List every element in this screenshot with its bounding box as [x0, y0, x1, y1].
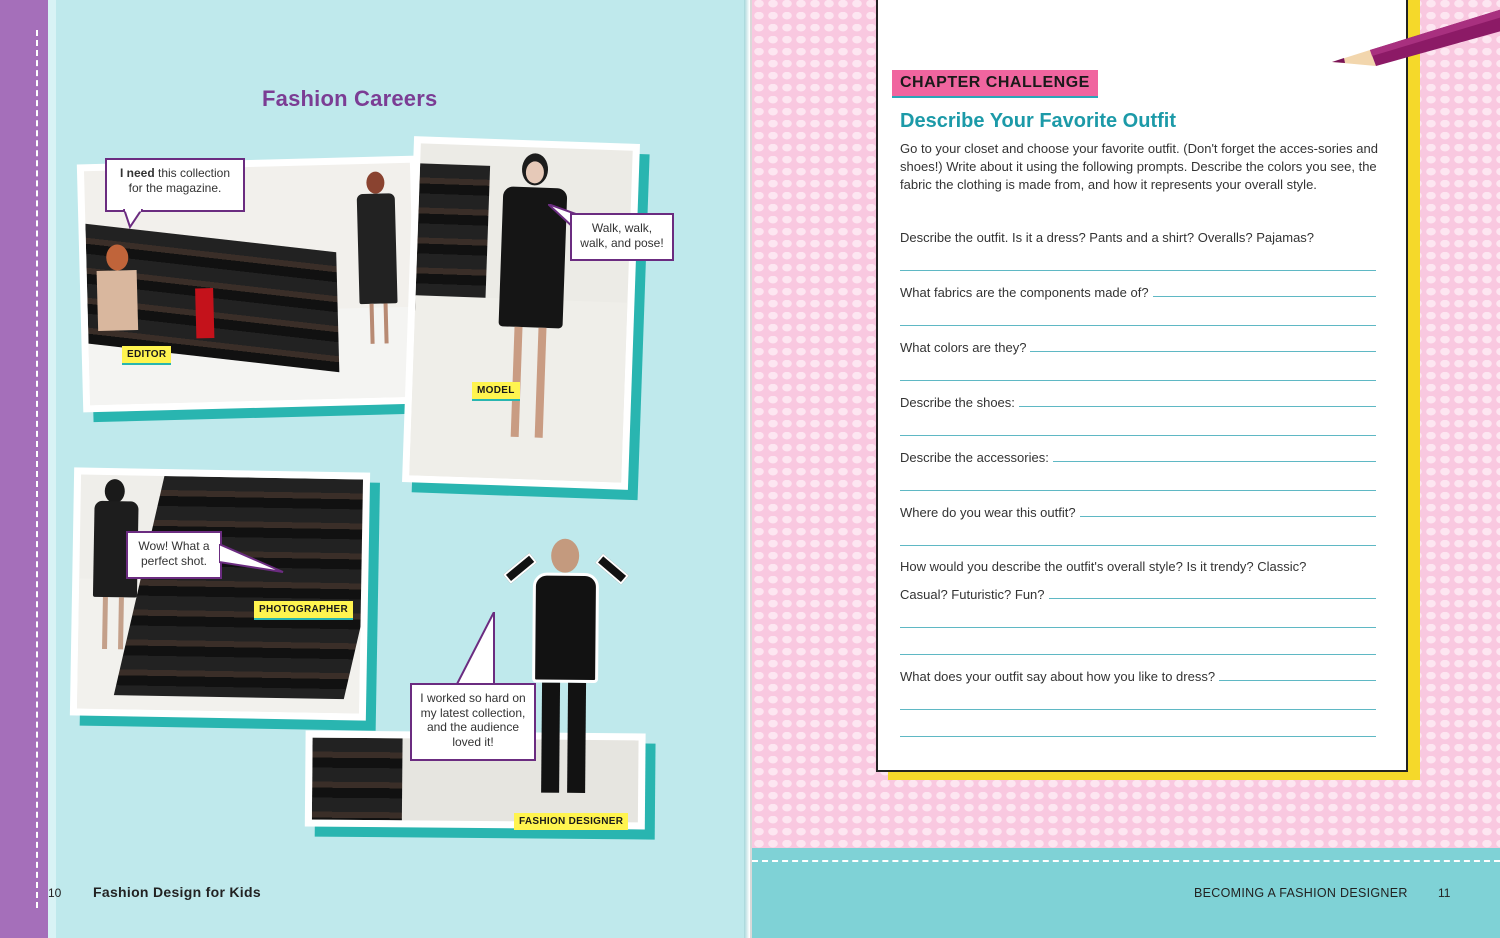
question-accessories	[900, 450, 1376, 465]
prompt-outfit	[900, 230, 1376, 245]
audience	[312, 738, 403, 821]
answer-line[interactable]	[900, 380, 1376, 381]
answer-line[interactable]	[900, 435, 1376, 436]
model-speech-bubble	[570, 213, 674, 261]
answer-line[interactable]	[1049, 598, 1376, 599]
photographer-bubble-tail	[219, 544, 285, 574]
bubble-text: I worked so hard on my latest collection, and the audience loved it!	[420, 691, 526, 749]
answer-line[interactable]	[900, 545, 1376, 546]
question-text: What does your outfit say about how you like to dress?	[900, 669, 1216, 684]
question-style-line1	[900, 559, 1376, 574]
challenge-title: Describe Your Favorite Outfit	[900, 110, 1176, 132]
editor-label: EDITOR	[122, 346, 171, 363]
photographer-label: PHOTOGRAPHER	[254, 601, 353, 618]
stitch-line	[752, 860, 1500, 862]
answer-line[interactable]	[1030, 351, 1376, 352]
walking-model-figure	[105, 479, 125, 503]
bubble-text: this collection for the magazine.	[128, 166, 231, 195]
answer-line[interactable]	[900, 627, 1376, 628]
answer-line[interactable]	[900, 709, 1376, 710]
stitch-line	[36, 30, 38, 908]
audience	[415, 163, 490, 315]
designer-speech-bubble	[410, 683, 536, 761]
model-label: MODEL	[472, 382, 520, 399]
question-text: Casual? Futuristic? Fun?	[900, 587, 1045, 602]
question-text: How would you describe the outfit's overall style? Is it trendy? Classic?	[900, 559, 1307, 574]
question-dress-style	[900, 669, 1376, 684]
answer-line[interactable]	[900, 270, 1376, 271]
question-text: What fabrics are the components made of?	[900, 285, 1149, 300]
left-decorative-strip	[0, 0, 48, 938]
answer-line[interactable]	[900, 490, 1376, 491]
pencil-icon	[1292, 0, 1500, 80]
answer-line[interactable]	[1153, 296, 1376, 297]
prompt-text: Describe the outfit. Is it a dress? Pants and a shirt? Overalls? Pajamas?	[900, 230, 1315, 245]
question-shoes	[900, 395, 1376, 410]
answer-line[interactable]	[900, 736, 1376, 737]
model-photo	[402, 136, 640, 490]
question-style-line2	[900, 587, 1376, 602]
right-page	[752, 0, 1500, 938]
question-fabrics	[900, 285, 1376, 300]
fashion-designer-label: FASHION DESIGNER	[514, 813, 628, 830]
bubble-text: Walk, walk, walk, and pose!	[580, 221, 664, 250]
question-text: Describe the shoes:	[900, 395, 1015, 410]
bubble-text: Wow! What a perfect shot.	[138, 539, 210, 568]
answer-line[interactable]	[1019, 406, 1376, 407]
book-spine	[744, 0, 750, 938]
answer-line[interactable]	[1053, 461, 1376, 462]
page-edge	[48, 0, 56, 938]
challenge-intro: Go to your closet and choose your favorite outfit. (Don't forget the acces-sories and shoes!) Write about it using the following prompts. Describe the colors you see, the fabric the clothing is made from, and how it represents your overall style.	[900, 141, 1378, 193]
answer-line[interactable]	[1080, 516, 1376, 517]
question-text: Describe the accessories:	[900, 450, 1049, 465]
book-title: Fashion Design for Kids	[93, 884, 261, 900]
page-title: Fashion Careers	[262, 86, 438, 111]
bubble-bold-text: I need	[119, 166, 155, 180]
answer-line[interactable]	[900, 654, 1376, 655]
question-text: What colors are they?	[900, 340, 1027, 355]
answer-line[interactable]	[1219, 680, 1376, 681]
question-text: Where do you wear this outfit?	[900, 505, 1076, 520]
designer-bubble-tail	[452, 612, 500, 686]
chapter-challenge-tag: CHAPTER CHALLENGE	[892, 70, 1098, 98]
runway-model-figure	[366, 171, 385, 193]
chapter-title: BECOMING A FASHION DESIGNER	[1194, 886, 1408, 900]
page-number-right: 11	[1438, 886, 1451, 900]
answer-line[interactable]	[900, 325, 1376, 326]
fashion-designer-figure	[551, 539, 579, 573]
photographer-speech-bubble	[126, 531, 222, 579]
editor-speech-bubble	[105, 158, 245, 212]
editor-bubble-tail	[122, 209, 146, 229]
question-where	[900, 505, 1376, 520]
page-number-left: 10	[48, 886, 62, 900]
question-colors	[900, 340, 1376, 355]
